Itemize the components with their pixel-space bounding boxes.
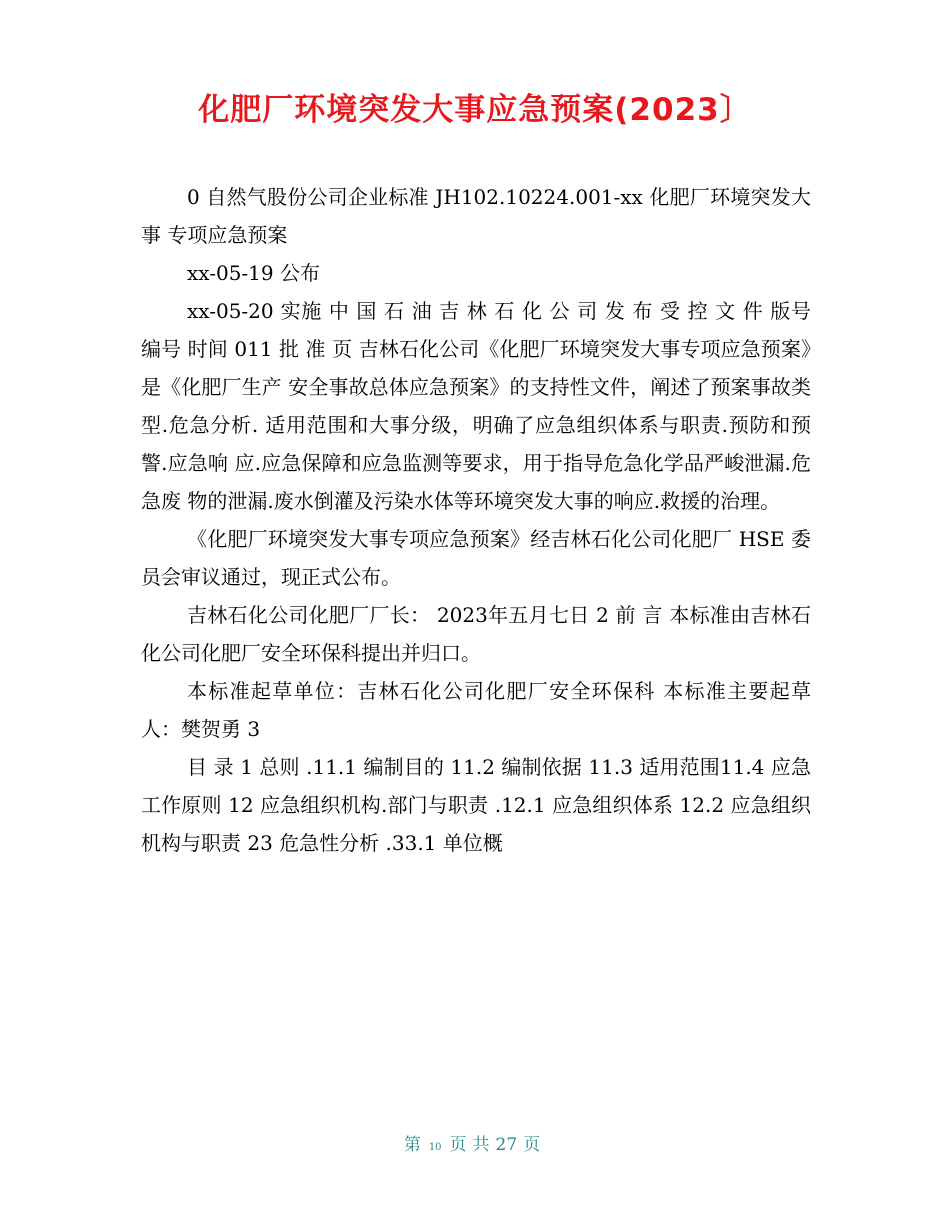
paragraph-standard-header: 0 自然气股份公司企业标准 JH102.10224.001-xx 化肥厂环境突发大事 专项应急预案 [141,185,811,247]
footer-suffix: 页 [523,1135,541,1155]
page-footer [0,1133,950,1160]
footer-prefix: 第 [403,1135,421,1155]
footer-middle: 页 [449,1135,467,1155]
paragraph-drafting-unit: 本标准起草单位：吉林石化公司化肥厂安全环保科 本标准主要起草人：樊贺勇 3 [141,679,811,741]
footer-total-label: 共 [472,1135,490,1155]
paragraph-table-of-contents: 目 录 1 总则 .11.1 编制目的 11.2 编制依据 11.3 适用范围11.4 应急工作原则 12 应急组织机构.部门与职责 .12.1 应急组织体系 12.2 应急组织机构与职责 23 危急性分析 .33.1 单位概 [141,755,811,855]
document-title: 化肥厂环境突发大事应急预案(2023〕 [198,92,752,128]
footer-total-pages: 27 [495,1135,518,1155]
document-body [141,178,811,862]
footer-page-number: 10 [428,1142,442,1153]
paragraph-publish-date: xx-05-19 公布 [187,261,320,285]
paragraph-approval: 《化肥厂环境突发大事专项应急预案》经吉林石化公司化肥厂 HSE 委 员会审议通过，现正式公布。 [141,527,811,589]
paragraph-director: 吉林石化公司化肥厂厂长： 2023年五月七日 2 前 言 本标准由吉林石化公司化肥厂安全环保科提出并归口。 [141,603,811,665]
paragraph-implementation: xx-05-20 实施 中 国 石 油 吉 林 石 化 公 司 发 布 受 控 文 件 版号 编号 时间 011 批 准 页 吉林石化公司《化肥厂环境突发大事专项应急预案》是《化肥厂生产 安全事故总体应急预案》的支持性文件，阐述了预案事故类型.危急分析. 适用范围和大事分级，明确了应急组织体系与职责.预防和预警.应急响 应.应急保障和应急监测等要求，用于指导危急化学品严峻泄漏.危急废 物的泄漏.废水倒灌及污染水体等环境突发大事的响应.救援的治理。 [141,299,811,513]
